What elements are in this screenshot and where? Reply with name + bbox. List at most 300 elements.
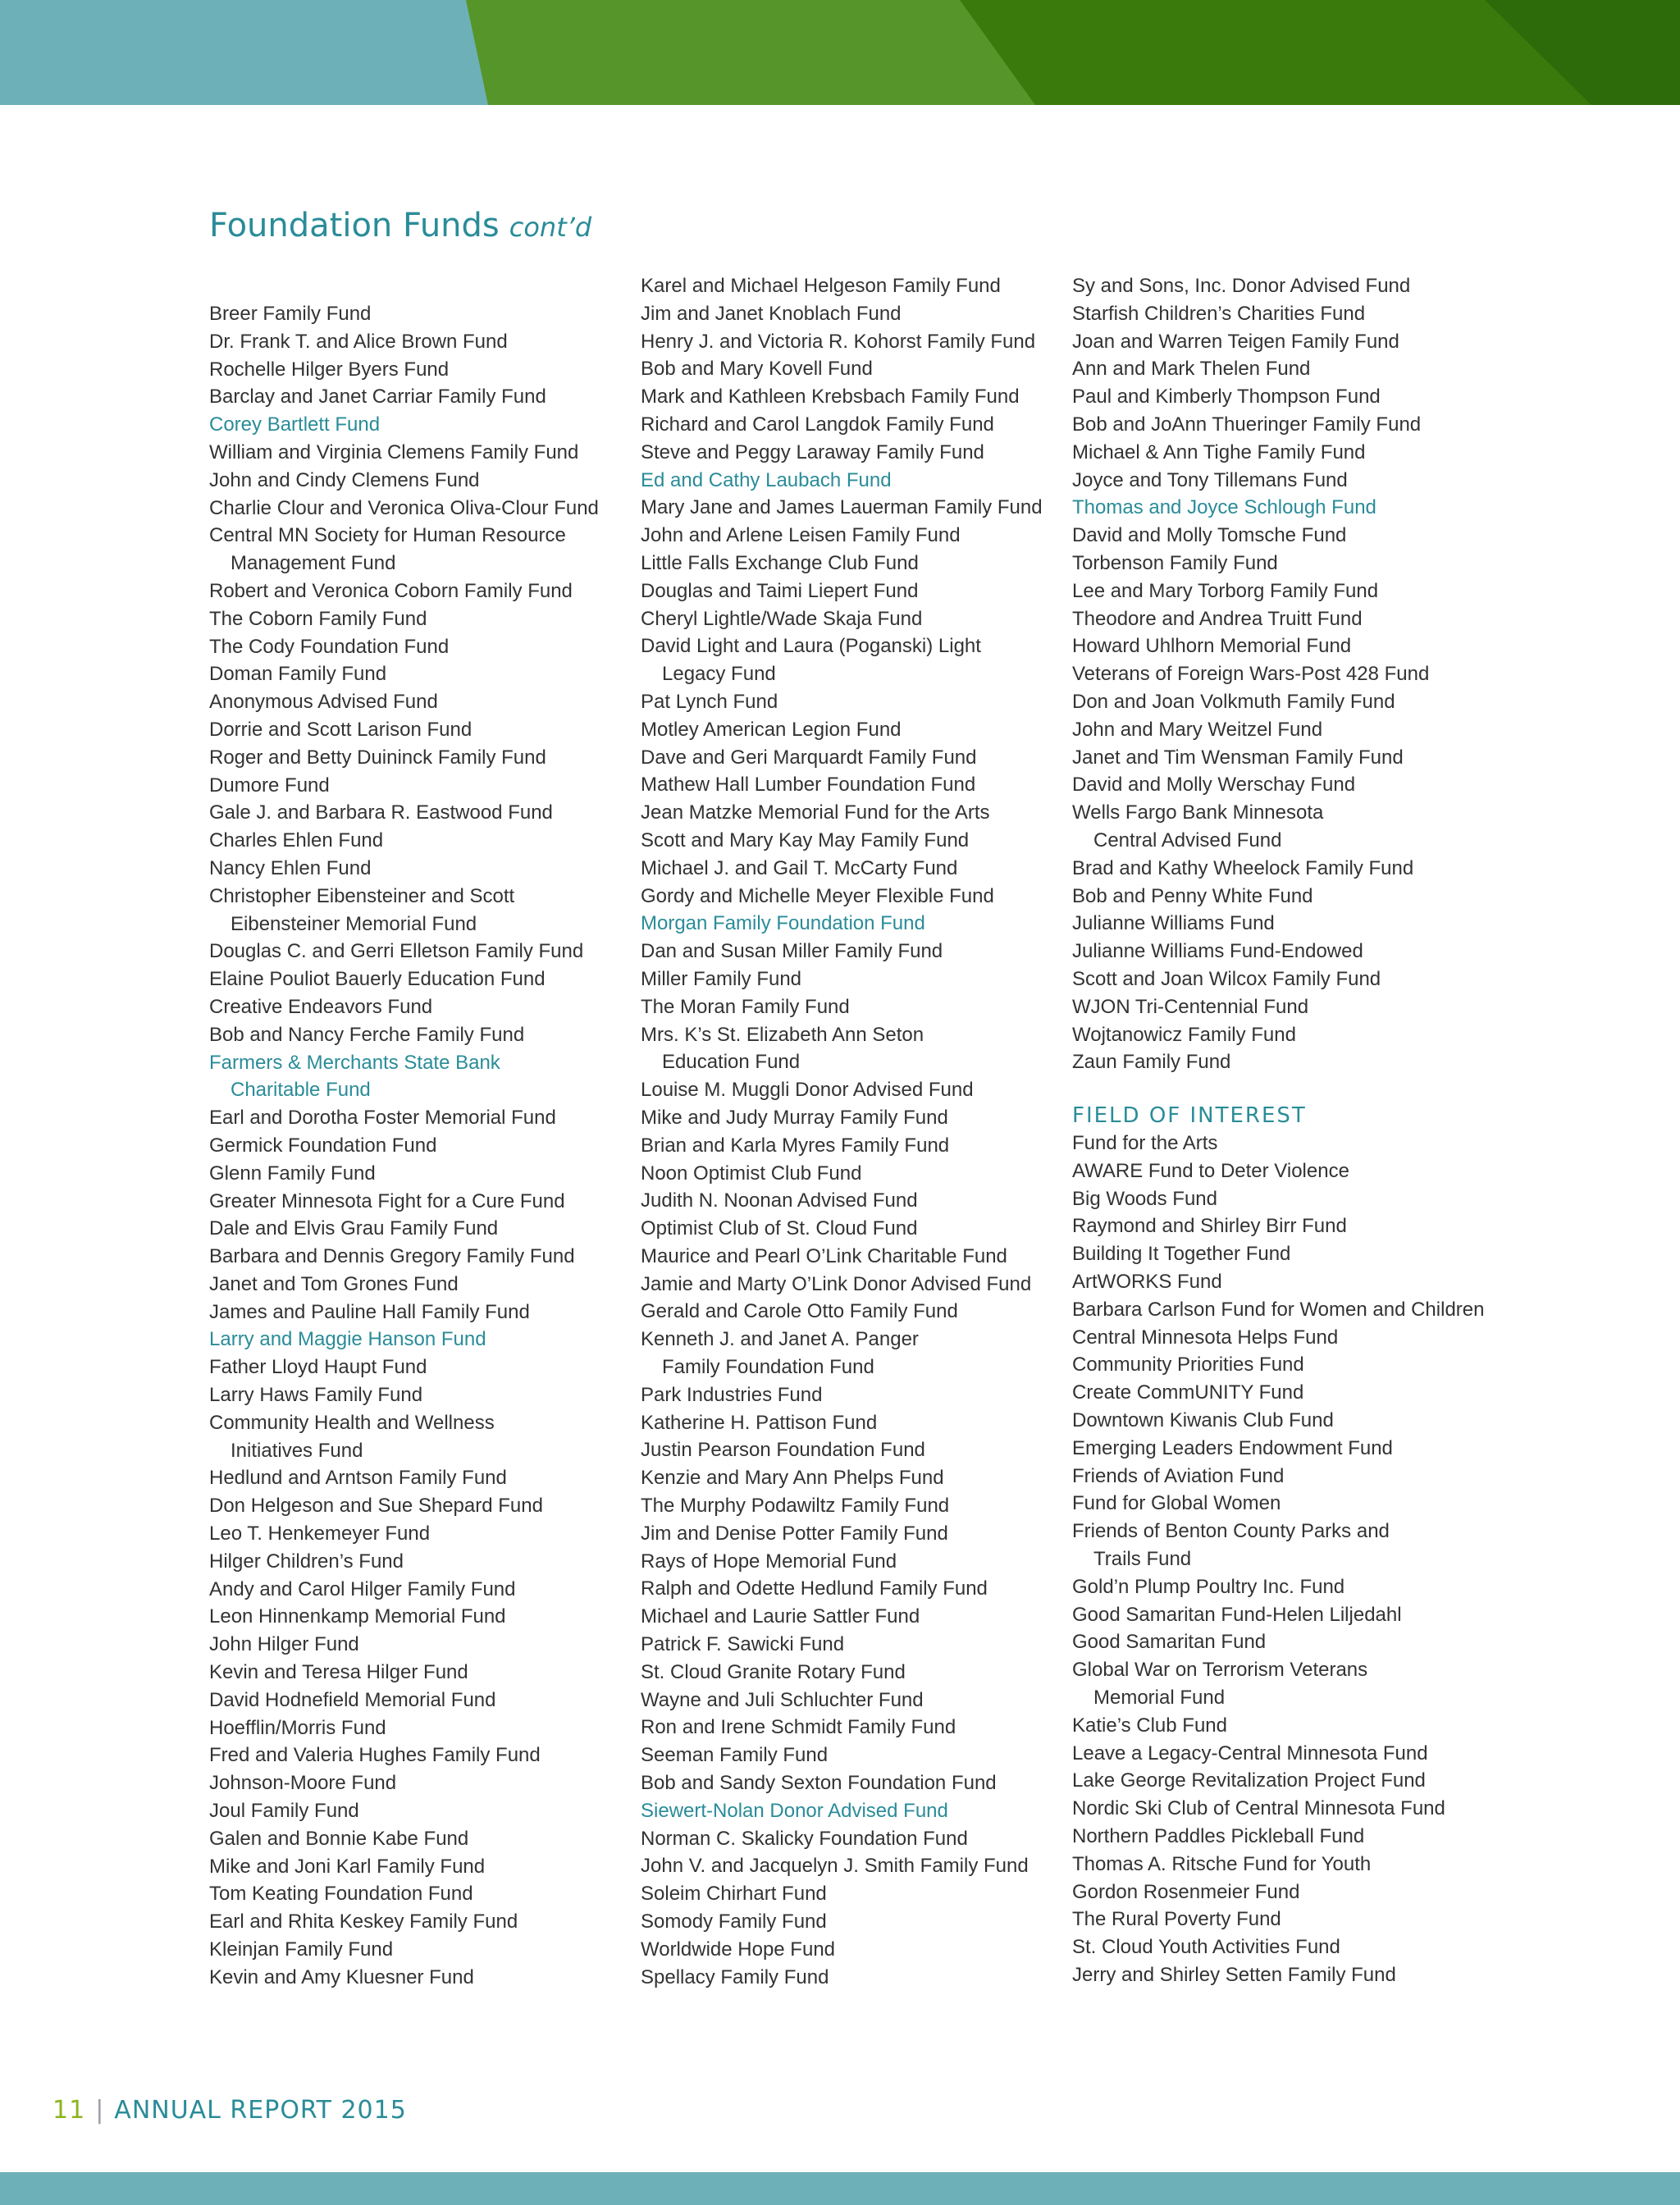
fund-item [209,1520,619,1548]
fund-item [1072,467,1499,495]
fund-item [641,771,1051,799]
fund-item [1072,1435,1532,1463]
fund-name: Creative Endeavors Fund [209,995,433,1018]
fund-name: Janet and Tim Wensman Family Fund [1072,746,1404,769]
fund-item [209,1769,619,1797]
fund-item [641,494,1051,522]
fund-item [1072,1490,1532,1518]
fund-name: Fund for Global Women [1072,1492,1281,1515]
fund-name: Cheryl Lightle/Wade Skaja Fund [641,607,923,630]
fund-item [1072,1212,1532,1240]
fund-name: Ron and Irene Schmidt Family Fund [641,1716,956,1739]
fund-item [1072,328,1499,356]
fund-name: Friends of Aviation Fund [1072,1464,1285,1487]
fund-name: William and Virginia Clemens Family Fund [209,441,579,463]
fund-name: Maurice and Pearl O’Link Charitable Fund [641,1244,1007,1267]
fund-name: Corey Bartlett Fund [209,413,381,436]
fund-name: Thomas A. Ritsche Fund for Youth [1072,1852,1372,1875]
fund-item [1072,1240,1532,1268]
fund-item [209,1160,619,1188]
fund-name: AWARE Fund to Deter Violence [1072,1159,1349,1182]
fund-name: Elaine Pouliot Bauerly Education Fund [209,968,546,991]
fund-item [209,1104,619,1132]
fund-item [641,1603,1051,1631]
fund-name: Starfish Children’s Charities Fund [1072,302,1366,325]
fund-name: Don Helgeson and Sue Shepard Fund [209,1495,543,1518]
fund-item [641,1409,1051,1437]
fund-item [1072,355,1499,383]
fund-name: Gerald and Carole Otto Family Fund [641,1300,958,1323]
fund-name: Optimist Club of St. Cloud Fund [641,1217,918,1240]
fund-item [209,1326,619,1354]
fund-item [209,356,619,384]
fund-name: Brad and Kathy Wheelock Family Fund [1072,856,1414,879]
fund-item [209,1188,619,1216]
fund-name: Hilger Children’s Fund [209,1550,404,1573]
fund-name: Anonymous Advised Fund [209,691,438,714]
fund-item [209,1964,619,1992]
fund-item [1072,1656,1532,1712]
fund-item [641,1160,1051,1188]
fund-item [209,1631,619,1659]
fund-name: Hedlund and Arntson Family Fund [209,1467,507,1490]
fund-name: Greater Minnesota Fight for a Cure Fund [209,1189,565,1212]
fund-name: Charlie Clour and Veronica Oliva-Clour Fund [209,496,599,519]
fund-name-continued: Eibensteiner Memorial Fund [231,912,477,935]
fund-name-continued: Charitable Fund [231,1079,371,1102]
fund-item [209,1548,619,1576]
fund-name: Jerry and Shirley Setten Family Fund [1072,1963,1396,1986]
fund-item [641,993,1051,1021]
fund-item [209,605,619,633]
fund-name: Gold’n Plump Poultry Inc. Fund [1072,1575,1345,1598]
fund-item [641,605,1051,633]
fund-item [641,1659,1051,1687]
fund-name: Hoefflin/Morris Fund [209,1716,386,1739]
fund-item [1072,1157,1532,1185]
fund-item [641,1243,1051,1271]
fund-item [1072,605,1499,633]
fund-item [1072,522,1499,550]
fund-item [1072,1933,1532,1961]
fund-name: David and Molly Werschay Fund [1072,774,1356,797]
fund-item [641,439,1051,467]
fund-name: Joyce and Tony Tillemans Fund [1072,468,1348,491]
fund-name: Northern Paddles Pickleball Fund [1072,1824,1365,1847]
fund-name: Scott and Joan Wilcox Family Fund [1072,967,1381,990]
fund-name: Bob and Nancy Ferche Family Fund [209,1023,525,1046]
fund-item [1072,1601,1532,1629]
fund-item [209,772,619,800]
header-band [0,0,1680,105]
fund-name: Justin Pearson Foundation Fund [641,1439,925,1462]
fund-name: Katherine H. Pattison Fund [641,1411,878,1434]
fund-item [641,1714,1051,1742]
fund-name: Mary Jane and James Lauerman Family Fund [641,496,1043,519]
fund-name: Louise M. Muggli Donor Advised Fund [641,1079,974,1102]
fund-name: Galen and Bonnie Kabe Fund [209,1827,469,1850]
fund-name: Dan and Susan Miller Family Fund [641,940,943,963]
fund-item [641,1631,1051,1659]
fund-name: Park Industries Fund [641,1383,823,1406]
fund-name: Barbara and Dennis Gregory Family Fund [209,1245,575,1268]
fund-name: Germick Foundation Fund [209,1134,437,1157]
fund-name-continued: Legacy Fund [662,663,776,686]
fund-item [209,1742,619,1769]
fund-name: Ann and Mark Thelen Fund [1072,358,1311,381]
fund-name: Michael J. and Gail T. McCarty Fund [641,856,958,879]
fund-name: Friends of Benton County Parks and [1072,1520,1390,1543]
fund-name: Ralph and Odette Hedlund Family Fund [641,1577,988,1600]
fund-name: Dorrie and Scott Larison Fund [209,718,472,741]
fund-item [209,1132,619,1160]
fund-item [209,328,619,356]
fund-item [1072,1407,1532,1435]
fund-item [1072,411,1499,439]
page-title [209,201,591,252]
fund-item [641,688,1051,716]
fund-name: John and Cindy Clemens Fund [209,468,480,491]
fund-item [209,1908,619,1936]
fund-item [641,855,1051,883]
fund-name: Father Lloyd Haupt Fund [209,1356,427,1379]
fund-name-continued: Management Fund [231,552,396,575]
fund-item [209,300,619,328]
fund-name: Somody Family Fund [641,1911,827,1933]
fund-item [1072,716,1499,744]
fund-item [209,495,619,523]
fund-name: Leave a Legacy-Central Minnesota Fund [1072,1742,1428,1764]
fund-name: Barbara Carlson Fund for Women and Children [1072,1298,1485,1321]
fund-item [641,1825,1051,1853]
fund-item [209,716,619,744]
fund-name: David Light and Laura (Poganski) Light [641,635,981,658]
fund-name: Robert and Veronica Coborn Family Fund [209,579,573,602]
fund-item [209,966,619,993]
fund-item [209,1797,619,1825]
fund-item [1072,1296,1532,1324]
fund-item [1072,1463,1532,1491]
fund-item [1072,632,1499,660]
footer-separator: | [95,2096,105,2125]
fund-name: Mathew Hall Lumber Foundation Fund [641,774,976,797]
fund-name: Central MN Society for Human Resource [209,524,566,547]
fund-name: Soleim Chirhart Fund [641,1883,827,1906]
page-title-contd: cont’d [509,212,592,243]
fund-name-continued: Education Fund [662,1051,801,1074]
fund-item [209,1603,619,1631]
fund-item [1072,993,1499,1021]
fund-item [1072,1048,1499,1076]
fund-item [1072,1379,1532,1407]
fund-name: Kenneth J. and Janet A. Panger [641,1328,919,1351]
fund-name: Dr. Frank T. and Alice Brown Fund [209,330,508,353]
fund-item [209,1853,619,1881]
fund-name: Christopher Eibensteiner and Scott [209,884,515,907]
fund-item [209,855,619,883]
fund-item [641,716,1051,744]
fund-name: Dave and Geri Marquardt Family Fund [641,746,977,769]
fund-item [641,883,1051,911]
fund-item [1072,1767,1532,1795]
fund-item [209,1049,619,1105]
fund-item [641,272,1051,300]
fund-name: Judith N. Noonan Advised Fund [641,1189,918,1212]
fund-name: Jean Matzke Memorial Fund for the Arts [641,801,990,824]
fund-item [1072,771,1499,799]
fund-name: Mrs. K’s St. Elizabeth Ann Seton [641,1023,924,1046]
fund-item [641,1936,1051,1964]
fund-item [641,355,1051,383]
fund-name: Larry Haws Family Fund [209,1384,423,1407]
fund-name-continued: Central Advised Fund [1093,829,1282,851]
fund-item [209,383,619,411]
fund-name: Bob and Penny White Fund [1072,884,1313,907]
fund-item [1072,1518,1532,1573]
fund-name: Motley American Legion Fund [641,718,902,741]
fund-name: Wojtanowicz Family Fund [1072,1023,1296,1046]
fund-name: Julianne Williams Fund [1072,912,1275,935]
fund-item [641,1132,1051,1160]
fund-item [641,1464,1051,1492]
fund-name: The Murphy Podawiltz Family Fund [641,1495,950,1518]
fund-item [209,633,619,661]
fund-item [209,1409,619,1465]
fund-item [641,1326,1051,1381]
fund-item [641,1575,1051,1603]
fund-item [641,300,1051,328]
fund-item [1072,966,1499,993]
fund-item [1072,1324,1532,1352]
fund-item [209,744,619,772]
fund-item [209,993,619,1021]
fund-item [641,1742,1051,1769]
fund-item [641,799,1051,827]
fund-name-continued: Family Foundation Fund [662,1356,874,1379]
fund-name: Bob and Sandy Sexton Foundation Fund [641,1772,997,1795]
fund-item [641,827,1051,855]
fund-name: Emerging Leaders Endowment Fund [1072,1436,1393,1459]
fund-item [1072,439,1499,467]
fund-name-continued: Initiatives Fund [231,1439,363,1462]
fund-item [641,1769,1051,1797]
fund-name: Larry and Maggie Hanson Fund [209,1328,486,1351]
fund-item [209,1021,619,1049]
fund-name: The Moran Family Fund [641,995,850,1018]
fund-name: Doman Family Fund [209,663,387,686]
fund-item [209,1464,619,1492]
fund-name: Brian and Karla Myres Family Fund [641,1134,950,1157]
fund-name: Paul and Kimberly Thompson Fund [1072,386,1381,409]
fund-name: Sy and Sons, Inc. Donor Advised Fund [1072,275,1411,297]
fund-name: Earl and Rhita Keskey Family Fund [209,1911,518,1933]
fund-name: Janet and Tom Grones Fund [209,1272,459,1295]
fund-name: Barclay and Janet Carriar Family Fund [209,386,546,409]
fund-name: Joan and Warren Teigen Family Fund [1072,330,1399,353]
section-heading-field-of-interest: FIELD OF INTEREST [1072,1103,1307,1128]
fund-item [209,1576,619,1604]
fund-item [1072,1185,1532,1213]
fund-name: Farmers & Merchants State Bank [209,1051,500,1074]
fund-item [209,467,619,495]
fund-item [209,883,619,938]
fund-item [1072,578,1499,605]
fund-item [209,1354,619,1381]
fund-item [209,1381,619,1409]
fund-name: Mike and Joni Karl Family Fund [209,1855,486,1878]
fund-item [641,1908,1051,1936]
fund-item [1072,1961,1532,1989]
fund-name: The Cody Foundation Fund [209,635,450,658]
fund-name: Mark and Kathleen Krebsbach Family Fund [641,386,1020,409]
fund-item [1072,1628,1532,1656]
fund-item [1072,1879,1532,1906]
fund-item [1072,1351,1532,1379]
fund-item [641,1076,1051,1104]
fund-name: Kenzie and Mary Ann Phelps Fund [641,1467,944,1490]
fund-name: Lake George Revitalization Project Fund [1072,1769,1426,1792]
fund-name: Lee and Mary Torborg Family Fund [1072,579,1379,602]
fund-item [209,1714,619,1742]
fund-name: Rays of Hope Memorial Fund [641,1550,897,1573]
fund-name: Siewert-Nolan Donor Advised Fund [641,1799,948,1822]
fund-name: Torbenson Family Fund [1072,551,1278,574]
fund-item [209,578,619,605]
fund-item [1072,1573,1532,1601]
fund-name: WJON Tri-Centennial Fund [1072,995,1309,1018]
fund-name: Fund for the Arts [1072,1132,1218,1154]
fund-item [641,1436,1051,1464]
fund-item [209,1243,619,1271]
fund-item [641,744,1051,772]
fund-item [641,1492,1051,1520]
fund-item [1072,1906,1532,1933]
fund-name: Ed and Cathy Laubach Fund [641,468,892,491]
fund-item [1072,1740,1532,1768]
fund-name: Little Falls Exchange Club Fund [641,551,919,574]
fund-list-column-3 [1072,272,1499,1076]
fund-item [209,1271,619,1299]
fund-name: Scott and Mary Kay May Family Fund [641,829,970,851]
fund-item [1072,494,1499,522]
fund-item [1072,799,1499,855]
fund-name: Thomas and Joyce Schlough Fund [1072,496,1376,519]
fund-list-column-2 [641,272,1051,1991]
fund-name: Patrick F. Sawicki Fund [641,1633,845,1656]
fund-item [1072,660,1499,688]
fund-name: Rochelle Hilger Byers Fund [209,358,450,381]
fund-item [641,938,1051,966]
fund-name-continued: Memorial Fund [1093,1686,1226,1709]
fund-name-continued: Trails Fund [1093,1547,1192,1570]
fund-name: Leon Hinnenkamp Memorial Fund [209,1605,506,1628]
fund-item [1072,1021,1499,1049]
fund-name: Seeman Family Fund [641,1744,829,1767]
fund-name: John and Arlene Leisen Family Fund [641,524,961,547]
fund-item [1072,1795,1532,1823]
fund-name: Kleinjan Family Fund [209,1938,394,1961]
fund-item [209,1687,619,1714]
fund-item [641,632,1051,688]
fund-item [209,1215,619,1243]
fund-item [209,799,619,827]
fund-name: Gordon Rosenmeier Fund [1072,1880,1300,1903]
fund-item [641,1797,1051,1825]
fund-name: St. Cloud Youth Activities Fund [1072,1936,1340,1959]
fund-name: Create CommUNITY Fund [1072,1381,1304,1404]
fund-item [641,550,1051,578]
fund-name: Gale J. and Barbara R. Eastwood Fund [209,801,553,824]
fund-name: Global War on Terrorism Veterans [1072,1659,1368,1682]
fund-name: Earl and Dorotha Foster Memorial Fund [209,1107,556,1130]
fund-name: Noon Optimist Club Fund [641,1162,862,1185]
fund-name: Good Samaritan Fund [1072,1631,1267,1654]
fund-name: Raymond and Shirley Birr Fund [1072,1215,1347,1238]
fund-item [641,328,1051,356]
fund-item [641,1964,1051,1992]
fund-name: Jim and Janet Knoblach Fund [641,302,902,325]
fund-item [1072,883,1499,911]
fund-name: Joul Family Fund [209,1800,359,1823]
fund-name: Henry J. and Victoria R. Kohorst Family Fund [641,330,1036,353]
fund-name: Leo T. Henkemeyer Fund [209,1522,431,1545]
fund-name: Roger and Betty Duininck Family Fund [209,746,546,769]
fund-item [209,439,619,467]
fund-name: David and Molly Tomsche Fund [1072,524,1347,547]
fund-name: Downtown Kiwanis Club Fund [1072,1408,1334,1431]
fund-name: Nancy Ehlen Fund [209,856,372,879]
fund-item [1072,910,1499,938]
fund-name: Dale and Elvis Grau Family Fund [209,1217,499,1240]
fund-item [209,1492,619,1520]
fund-item [1072,300,1499,328]
fund-name: Kevin and Teresa Hilger Fund [209,1661,468,1684]
fund-item [1072,1130,1532,1157]
fund-item [209,660,619,688]
fund-name: Spellacy Family Fund [641,1965,829,1988]
fund-item [209,1825,619,1853]
fund-name: Norman C. Skalicky Foundation Fund [641,1827,968,1850]
fund-item [1072,938,1499,966]
fund-item [641,1215,1051,1243]
fund-item [209,522,619,578]
fund-name: Building It Together Fund [1072,1243,1291,1266]
fund-name: Andy and Carol Hilger Family Fund [209,1577,516,1600]
fund-name: Julianne Williams Fund-Endowed [1072,940,1363,963]
fund-name: ArtWORKS Fund [1072,1270,1222,1293]
fund-item [1072,1268,1532,1296]
fund-item [641,910,1051,938]
fund-item [641,1021,1051,1077]
fund-name: Michael & Ann Tighe Family Fund [1072,441,1366,463]
fund-item [1072,744,1499,772]
fund-item [641,1852,1051,1880]
fund-item [641,467,1051,495]
fund-list-column-1 [209,300,619,1992]
fund-name: Community Priorities Fund [1072,1354,1304,1376]
fund-name: Veterans of Foreign Wars-Post 428 Fund [1072,663,1430,686]
fund-item [209,1299,619,1326]
fund-name: Steve and Peggy Laraway Family Fund [641,441,984,463]
fund-name: Don and Joan Volkmuth Family Fund [1072,690,1395,713]
fund-name: Wayne and Juli Schluchter Fund [641,1688,924,1711]
fund-name: John V. and Jacquelyn J. Smith Family Fund [641,1855,1029,1878]
fund-item [1072,550,1499,578]
fund-name: John and Mary Weitzel Fund [1072,718,1323,741]
report-name: ANNUAL REPORT 2015 [114,2096,407,2125]
fund-item [641,1687,1051,1714]
fund-item [641,1187,1051,1215]
